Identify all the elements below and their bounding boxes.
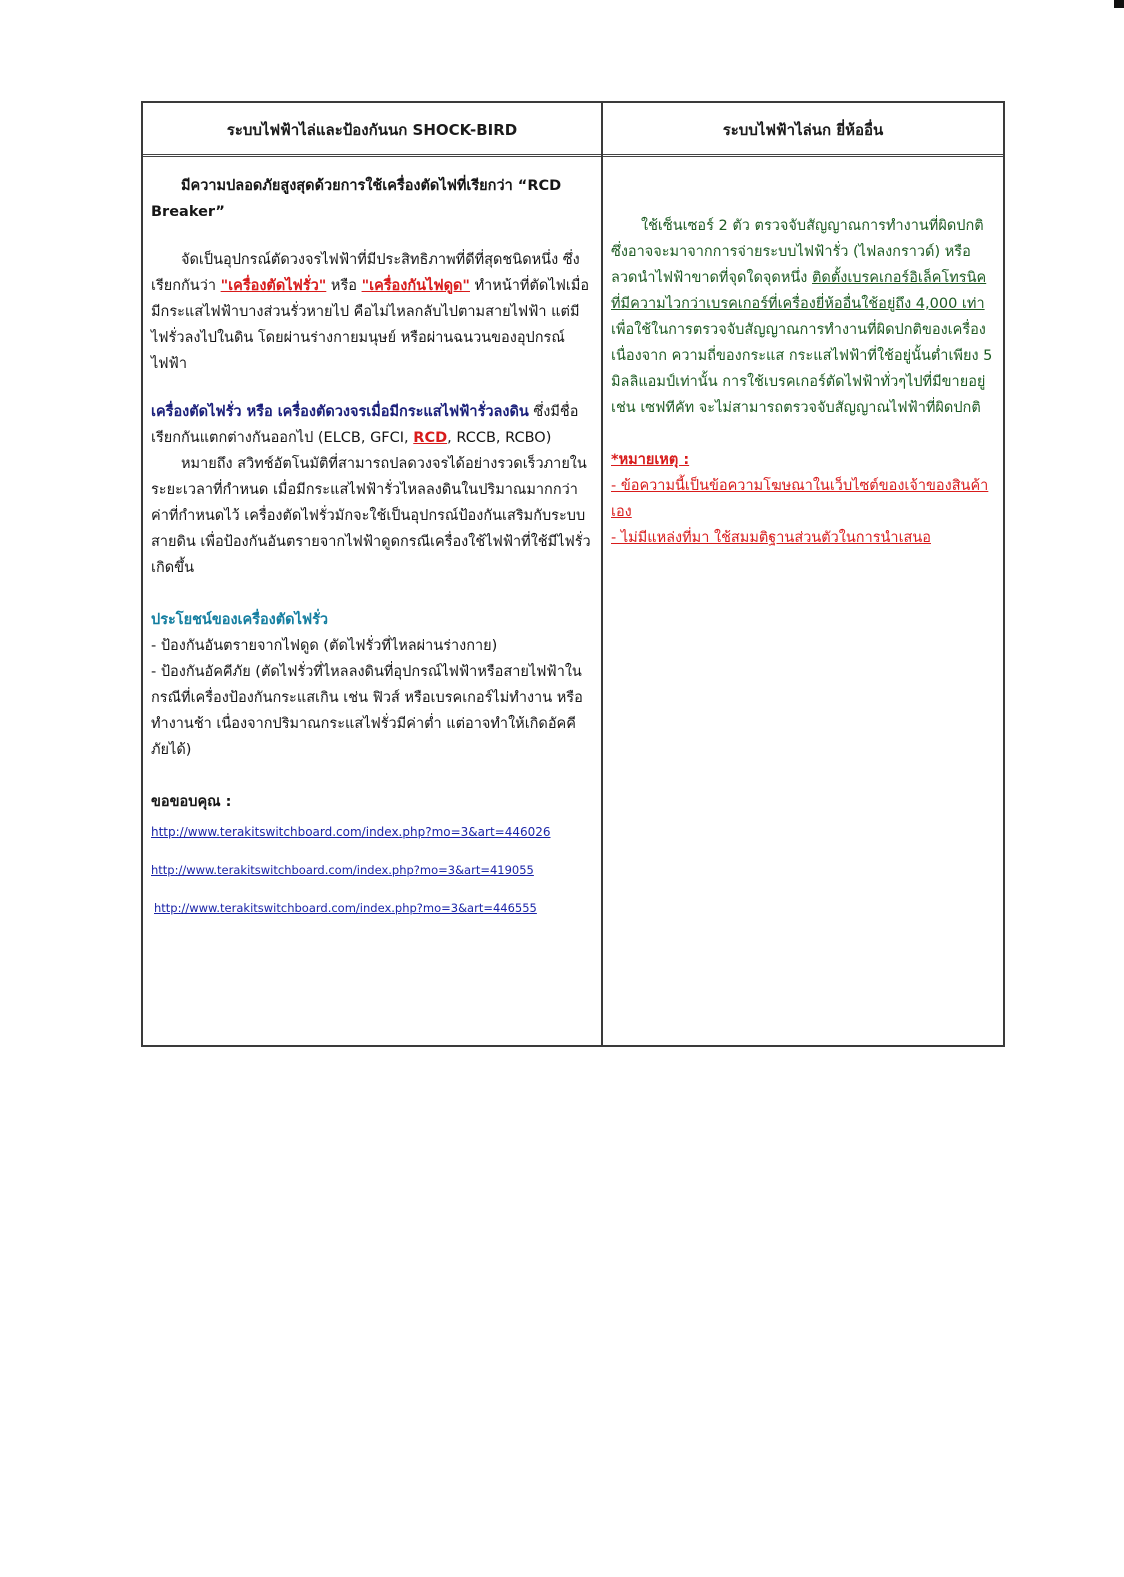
paragraph-rcd-meaning: หมายถึง สวิทช์อัตโนมัติที่สามารถปลดวงจรได้อย่างรวดเร็วภายในระยะเวลาที่กำหนด เมื่อมีกระแสไฟฟ้ารั่วไหลลงดินในปริมาณมากกว่าค่าที่กำหนดไว้ เครื่องตัดไฟรั่วมักจะใช้เป็นอุปกรณ์ป้องกันเสริมกับระบบสายดิน เพื่อป้องกันอันตรายจากไฟฟ้าดูดกรณีเครื่องใช้ไฟฟ้าที่ใช้มีไฟรั่วเกิดขึ้น [151,456,591,576]
note-item-1: - ข้อความนี้เป็นข้อความโฆษณาในเว็บไซต์ของเจ้าของสินค้าเอง [611,478,989,520]
table-header-row [143,103,1003,157]
header-shock-bird: ระบบไฟฟ้าไล่และป้องกันนก SHOCK-BIRD [226,121,518,139]
claim-text-a: ใช้เซ็นเซอร์ 2 ตัว ตรวจจับสัญญาณการทำงานที่ผิดปกติซึ่งอาจจะมาจากการจ่ายระบบไฟฟ้ารั่ว (ไฟลงกราวด์) หรือลวดนำไฟฟ้าขาดที่จุดใดจุดหนึ่ง [611,218,984,286]
left-column-content [151,173,591,921]
p2-text-a: ซึ่งมีชื่อเรียกกันแตกต่างกันออกไป (ELCB, GFCI, [151,404,579,446]
p1-text-a: จัดเป็นอุปกรณ์ตัดวงจรไฟฟ้าที่มีประสิทธิภาพที่ดีที่สุดชนิดหนึ่ง ซึ่งเรียกกันว่า [151,252,580,294]
left-title: มีความปลอดภัยสูงสุดด้วยการใช้เครื่องตัดไฟที่เรียกว่า “RCD Breaker” [151,178,562,220]
scan-corner-mark [1114,0,1124,8]
source-link-2[interactable]: http://www.terakitswitchboard.com/index.php?mo=3&art=419055 [151,863,534,877]
claim-underlined: ติดตั้งเบรคเกอร์อิเล็คโทรนิคที่มีความไวกว่าเบรคเกอร์ที่เครื่องยี่ห้ออื่นใช้อยู่ถึง 4,000 เท่า [611,270,987,312]
comparison-table [141,101,1005,1047]
p1-text-b: หรือ [326,278,362,294]
p1-text-c: ทำหน้าที่ตัดไฟเมื่อมีกระแสไฟฟ้าบางส่วนรั่วหายไป คือไม่ไหลกลับไปตามสายไฟฟ้า แต่มีไฟรั่วลงไปในดิน โดยผ่านร่างกายมนุษย์ หรือผ่านฉนวนของอุปกรณ์ไฟฟ้า [151,278,590,372]
column-divider [601,103,603,1045]
link-shock-protector[interactable]: "เครื่องกันไฟดูด" [361,278,470,294]
link-rcd[interactable]: RCD [413,430,448,446]
p2-text-b: , RCCB, RCBO) [447,430,552,446]
right-column-content [611,213,995,551]
header-other-brands: ระบบไฟฟ้าไล่นก ยี่ห้ออื่น [722,121,884,139]
rcd-definition-bold: เครื่องตัดไฟรั่ว หรือ เครื่องตัดวงจรเมื่อมีกระแสไฟฟ้ารั่วลงดิน [151,404,529,420]
source-link-3[interactable]: http://www.terakitswitchboard.com/index.php?mo=3&art=446555 [154,901,537,915]
paragraph-rcd-description [151,247,591,377]
link-leak-breaker[interactable]: "เครื่องตัดไฟรั่ว" [220,278,327,294]
thanks-label: ขอขอบคุณ : [151,794,232,810]
benefits-heading: ประโยชน์ของเครื่องตัดไฟรั่ว [151,612,329,628]
paragraph-rcd-names [151,399,591,451]
benefit-item-1: - ป้องกันอันตรายจากไฟดูด (ตัดไฟรั่วที่ไหลผ่านร่างกาย) [151,638,498,654]
benefit-item-2: - ป้องกันอัคคีภัย (ตัดไฟรั่วที่ไหลลงดินที่อุปกรณ์ไฟฟ้าหรือสายไฟฟ้าในกรณีที่เครื่องป้องกันกระแสเกิน เช่น ฟิวส์ หรือเบรคเกอร์ไม่ทำงาน หรือทำงานช้า เนื่องจากปริมาณกระแสไฟรั่วมีค่าต่ำ แต่อาจทำให้เกิดอัคคีภัยได้) [151,664,583,758]
claim-text-b: เพื่อใช้ในการตรวจจับสัญญาณการทำงานที่ผิดปกติของเครื่อง เนื่องจาก ความถี่ของกระแส กระแสไฟฟ้าที่ใช้อยู่นั้นต่ำเพียง 5 มิลลิแอมป์เท่านั้น การใช้เบรคเกอร์ตัดไฟฟ้าทั่วๆไปที่มีขายอยู่ เช่น เซฟทีคัท จะไม่สามารถตรวจจับสัญญาณไฟฟ้าที่ผิดปกติ [611,322,993,416]
note-heading: *หมายเหตุ : [611,452,690,468]
paragraph-other-brand-claim [611,213,995,421]
note-item-2: - ไม่มีแหล่งที่มา ใช้สมมติฐานส่วนตัวในการนำเสนอ [611,530,931,546]
source-link-1[interactable]: http://www.terakitswitchboard.com/index.php?mo=3&art=446026 [151,825,551,839]
